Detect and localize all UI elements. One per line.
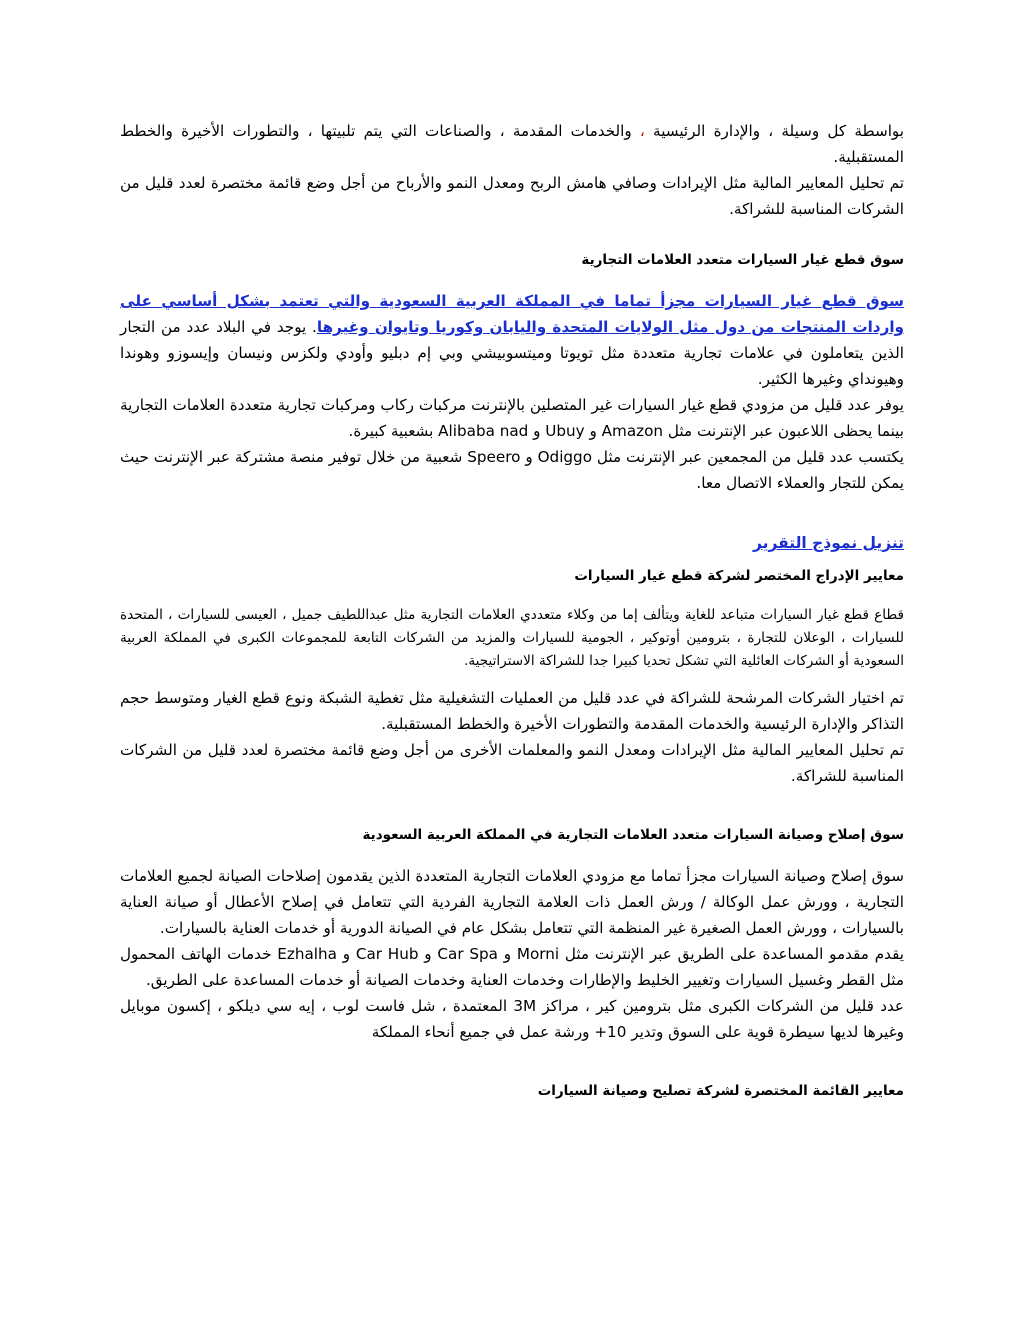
intro-text-b: والخدمات المقدمة ، والصناعات التي يتم تلبيتها ، والتطورات الأخيرة والخطط المستقبلية. xyxy=(120,122,904,166)
section2-paragraph-1: قطاع قطع غيار السيارات متباعد للغاية ويتألف إما من وكلاء متعددي العلامات التجارية مثل عبداللطيف جميل ، العيسى للسيارات ، المتحدة للسيارات ، الوعلان للتجارة ، بترومين أوتوكير ، الجومية للسيارات والمزيد من الشركات التابعة للمجموعات الكبرى في المملكة العربية السعودية أو الشركات العائلية التي تشكل تحديا كبيرا جدا للشراكة الاستراتيجية. xyxy=(120,607,904,669)
section1-paragraph-1-text: . يوجد في البلاد عدد من التجار الذين يتعاملون في علامات تجارية متعددة مثل تويوتا وميتسوبيشي وبي إم دبليو وأودي ولكزس ونيسان وإيسوزو وهوندا وهيونداي وغيرها الكثير. xyxy=(120,318,904,388)
section-heading-repair-market: سوق إصلاح وصيانة السيارات متعدد العلامات التجارية في المملكة العربية السعودية xyxy=(362,827,904,843)
section3-paragraph-2: يقدم مقدمو المساعدة على الطريق عبر الإنترنت مثل Morni و Car Spa و Car Hub و Ezhalha خدمات الهاتف المحمول مثل القطر وغسيل السيارات وتغيير الخليط والإطارات وخدمات العناية وخدمات الصيانة أو خدمات المساعدة على الطريق. xyxy=(120,945,904,989)
section1-paragraph-2: يوفر عدد قليل من مزودي قطع غيار السيارات غير المتصلين بالإنترنت مركبات ركاب ومركبات تجارية متعددة العلامات التجارية بينما يحظى اللاعبون عبر الإنترنت مثل Amazon و Ubuy و Alibaba nad بشعبية كبيرة. xyxy=(120,396,904,440)
intro-paragraph-2: تم تحليل المعايير المالية مثل الإيرادات وصافي هامش الربح ومعدل النمو والأرباح من أجل وضع قائمة مختصرة لعدد قليل من الشركات المناسبة للشراكة. xyxy=(120,174,904,218)
section2-paragraph-3: تم تحليل المعايير المالية مثل الإيرادات ومعدل النمو والمعلمات الأخرى من أجل وضع قائمة مختصرة لعدد قليل من الشركات المناسبة للشراكة. xyxy=(120,741,904,785)
section-heading-repair-shortlist: معايير القائمة المختصرة لشركة تصليح وصيانة السيارات xyxy=(537,1083,904,1099)
intro-paragraph-1 xyxy=(120,118,904,170)
section2-paragraph-2: تم اختيار الشركات المرشحة للشراكة في عدد قليل من العمليات التشغيلية مثل تغطية الشبكة ونوع قطع الغيار ومتوسط حجم التذاكر والإدارة الرئيسية والخدمات المقدمة والتطورات الأخيرة والخطط المستقبلية. xyxy=(120,689,904,733)
section3-paragraph-1: سوق إصلاح وصيانة السيارات مجزأ تماما مع مزودي العلامات التجارية المتعددة الذين يقدمون إصلاحات الصيانة لجميع العلامات التجارية ، وورش عمل الوكالة / ورش العمل ذات العلامة التجارية الفردية التي تتعامل في إصلاح الأعطال أو صيانة العناية بالسيارات ، وورش العمل الصغيرة غير المنظمة التي تتعامل بشكل عام في الصيانة الدورية أو خدمات العناية بالسيارات. xyxy=(120,867,904,937)
section-heading-parts-shortlist: معايير الإدراج المختصر لشركة قطع غيار السيارات xyxy=(574,568,904,584)
intro-separator: ، xyxy=(639,122,645,140)
document-page xyxy=(120,118,904,1103)
section3-paragraph-3: عدد قليل من الشركات الكبرى مثل بترومين كير ، مراكز 3M المعتمدة ، شل فاست لوب ، إيه سي ديلكو ، إكسون موبايل وغيرها لديها سيطرة قوية على السوق وتدير 10+ ورشة عمل في جميع أنحاء المملكة xyxy=(120,997,904,1041)
section-heading-parts-market: سوق قطع غيار السيارات متعدد العلامات التجارية xyxy=(581,252,904,268)
market-fragmented-link[interactable]: سوق قطع غيار السيارات مجزأ تماما في المملكة العربية السعودية والتي تعتمد بشكل أساسي على واردات المنتجات من دول مثل الولايات المتحدة واليابان وكوريا وتايوان وغيرها xyxy=(120,292,904,336)
download-sample-report-link[interactable]: تنزيل نموذج التقرير xyxy=(752,534,904,552)
section1-paragraph-3: يكتسب عدد قليل من المجمعين عبر الإنترنت مثل Odiggo و Speero شعبية من خلال توفير منصة مشتركة عبر الإنترنت حيث يمكن للتجار والعملاء الاتصال معا. xyxy=(120,448,904,492)
intro-text-a: بواسطة كل وسيلة ، والإدارة الرئيسية xyxy=(653,122,904,140)
section1-paragraph-1 xyxy=(120,288,904,392)
